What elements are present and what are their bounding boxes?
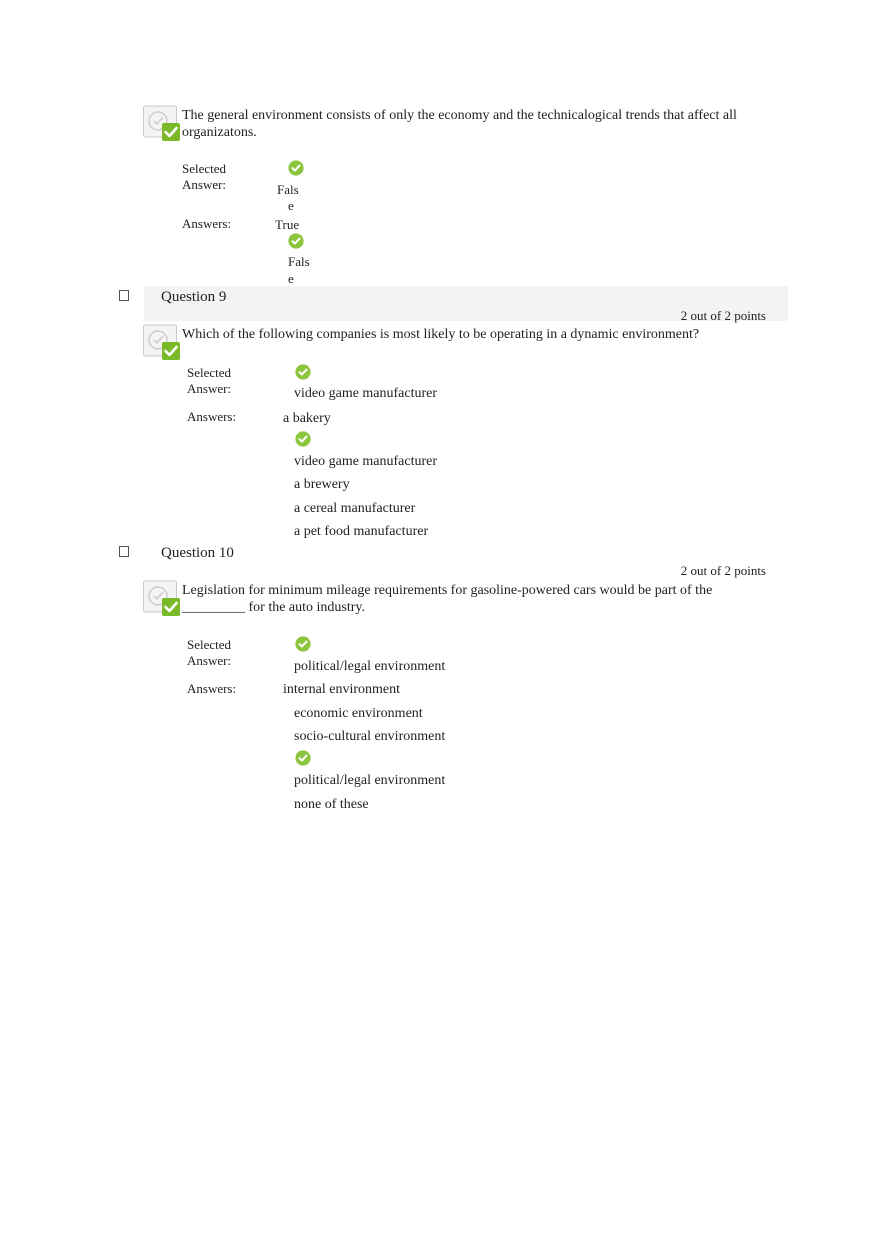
- green-check-icon: [295, 431, 311, 447]
- answer-option: True: [275, 217, 300, 232]
- answer-option: economic environment: [294, 706, 423, 721]
- answer-option: a pet food manufacturer: [294, 524, 429, 539]
- selected-answer-value: Fals: [277, 182, 299, 197]
- answer-option-wrap: e: [288, 271, 294, 286]
- question-heading: Question 9: [161, 289, 227, 305]
- green-check-icon: [295, 636, 311, 652]
- answers-label: Answers:: [187, 681, 237, 696]
- question-text: Which of the following companies is most likely to be operating in a dynamic environment?: [182, 327, 700, 342]
- selected-answer-label: Selected Answer:: [187, 637, 232, 668]
- green-check-icon: [288, 233, 304, 249]
- answers-label: Answers:: [187, 409, 237, 424]
- answer-option: Fals: [288, 254, 310, 269]
- question-heading: Question 10: [161, 545, 234, 561]
- answer-option: political/legal environment: [294, 773, 446, 788]
- selected-answer-label: Selected Answer:: [187, 365, 232, 396]
- answer-option: a cereal manufacturer: [294, 501, 416, 516]
- answer-option: video game manufacturer: [294, 454, 438, 469]
- answer-option: socio-cultural environment: [294, 729, 446, 744]
- correct-question-icon: [143, 324, 181, 362]
- correct-question-icon: [143, 580, 181, 618]
- selected-answer-value: video game manufacturer: [294, 386, 438, 401]
- answer-option: none of these: [294, 797, 369, 812]
- question-text: Legislation for minimum mileage requirements for gasoline-powered cars would be part of the _________ for the auto industry.: [182, 583, 713, 615]
- answer-option: a brewery: [294, 477, 350, 492]
- answer-option: a bakery: [283, 411, 331, 426]
- selected-answer-value: political/legal environment: [294, 659, 446, 674]
- correct-question-icon: [143, 105, 181, 143]
- question-marker-icon[interactable]: [119, 290, 129, 301]
- points-label: 2 out of 2 points: [680, 563, 766, 578]
- answers-label: Answers:: [182, 216, 232, 231]
- green-check-icon: [295, 364, 311, 380]
- points-label: 2 out of 2 points: [680, 308, 766, 323]
- answer-option: internal environment: [283, 682, 401, 697]
- green-check-icon: [288, 160, 304, 176]
- green-check-icon: [295, 750, 311, 766]
- selected-answer-label: Selected Answer:: [182, 161, 227, 192]
- question-text: The general environment consists of only the economy and the technicalogical trends that affect all organizatons.: [182, 108, 737, 140]
- question-marker-icon[interactable]: [119, 546, 129, 557]
- selected-answer-value-wrap: e: [288, 198, 294, 213]
